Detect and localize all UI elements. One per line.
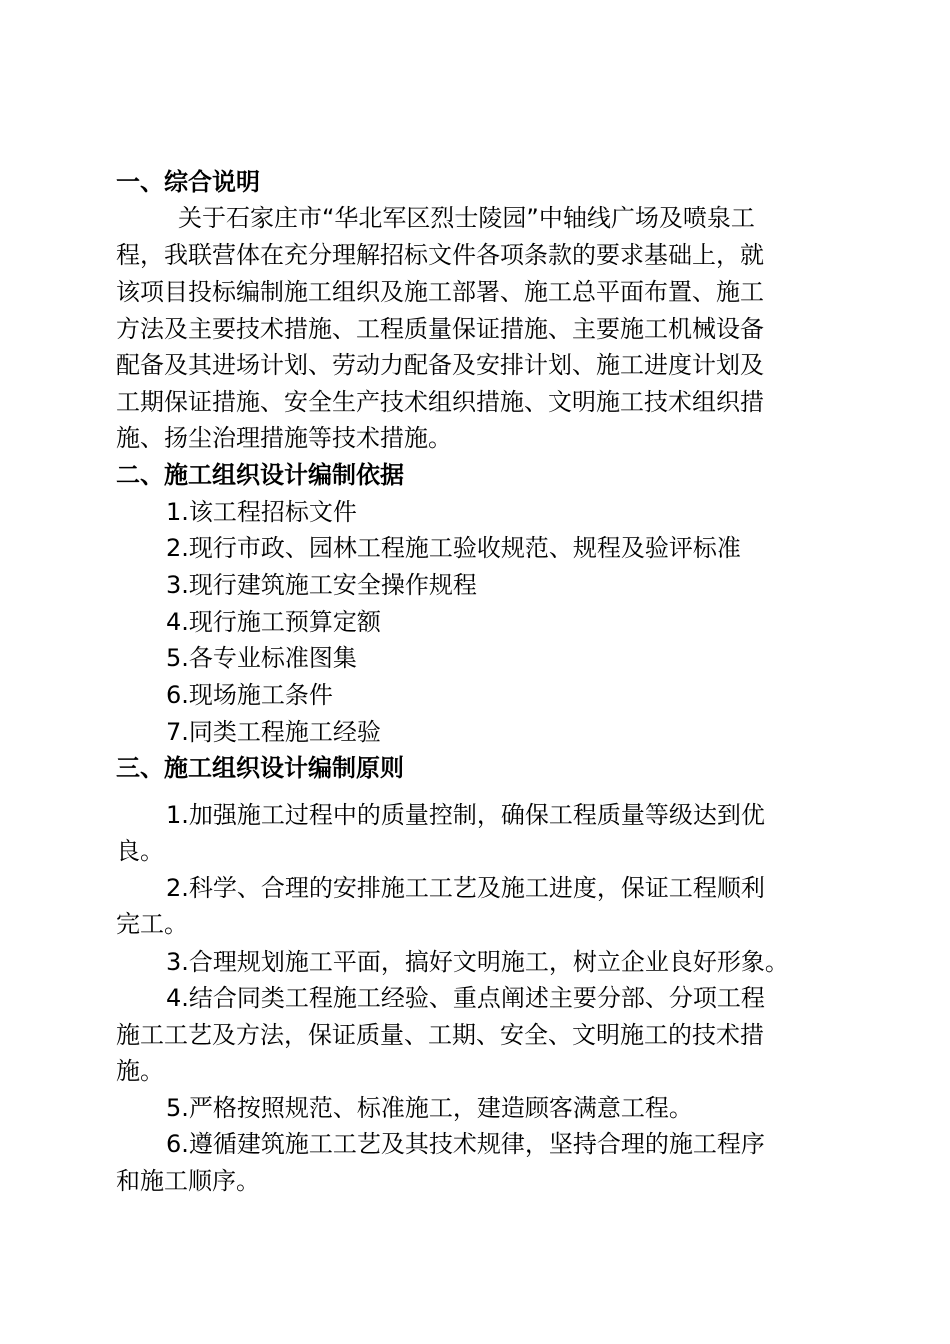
section-3-line: 6.遵循建筑施工工艺及其技术规律，坚持合理的施工程序 bbox=[166, 1130, 765, 1158]
section-1-paragraph-line: 程，我联营体在充分理解招标文件各项条款的要求基础上，就 bbox=[116, 241, 764, 269]
section-1-paragraph-line: 配备及其进场计划、劳动力配备及安排计划、施工进度计划及 bbox=[116, 351, 764, 379]
section-1-paragraph-line: 关于石家庄市“华北军区烈士陵园”中轴线广场及喷泉工 bbox=[178, 204, 755, 232]
section-3-line: 3.合理规划施工平面，搞好文明施工，树立企业良好形象。 bbox=[166, 948, 789, 976]
section-3-line: 施。 bbox=[116, 1057, 164, 1085]
section-3-line: 和施工顺序。 bbox=[116, 1167, 260, 1195]
section-1-paragraph-line: 方法及主要技术措施、工程质量保证措施、主要施工机械设备 bbox=[116, 315, 764, 343]
section-3-heading: 三、施工组织设计编制原则 bbox=[116, 754, 404, 782]
section-2-heading: 二、施工组织设计编制依据 bbox=[116, 461, 404, 489]
section-2-list-item: 5.各专业标准图集 bbox=[166, 644, 357, 672]
section-1-heading: 一、综合说明 bbox=[116, 168, 260, 196]
section-1-paragraph-line: 工期保证措施、安全生产技术组织措施、文明施工技术组织措 bbox=[116, 388, 764, 416]
section-2-list-item: 6.现场施工条件 bbox=[166, 681, 333, 709]
section-2-list-item: 3.现行建筑施工安全操作规程 bbox=[166, 571, 477, 599]
section-3-line: 1.加强施工过程中的质量控制，确保工程质量等级达到优 bbox=[166, 801, 765, 829]
section-2-list-item: 7.同类工程施工经验 bbox=[166, 718, 381, 746]
section-3-line: 5.严格按照规范、标准施工，建造顾客满意工程。 bbox=[166, 1094, 693, 1122]
section-2-list-item: 1.该工程招标文件 bbox=[166, 498, 357, 526]
section-2-list-item: 2.现行市政、园林工程施工验收规范、规程及验评标准 bbox=[166, 534, 741, 562]
section-3-line: 良。 bbox=[116, 837, 164, 865]
section-3-line: 完工。 bbox=[116, 910, 188, 938]
section-2-list-item: 4.现行施工预算定额 bbox=[166, 608, 381, 636]
section-3-line: 施工工艺及方法，保证质量、工期、安全、文明施工的技术措 bbox=[116, 1021, 764, 1049]
section-1-paragraph-line: 施、扬尘治理措施等技术措施。 bbox=[116, 424, 452, 452]
section-3-line: 2.科学、合理的安排施工工艺及施工进度，保证工程顺利 bbox=[166, 874, 765, 902]
section-3-line: 4.结合同类工程施工经验、重点阐述主要分部、分项工程 bbox=[166, 984, 765, 1012]
section-1-paragraph-line: 该项目投标编制施工组织及施工部署、施工总平面布置、施工 bbox=[116, 278, 764, 306]
